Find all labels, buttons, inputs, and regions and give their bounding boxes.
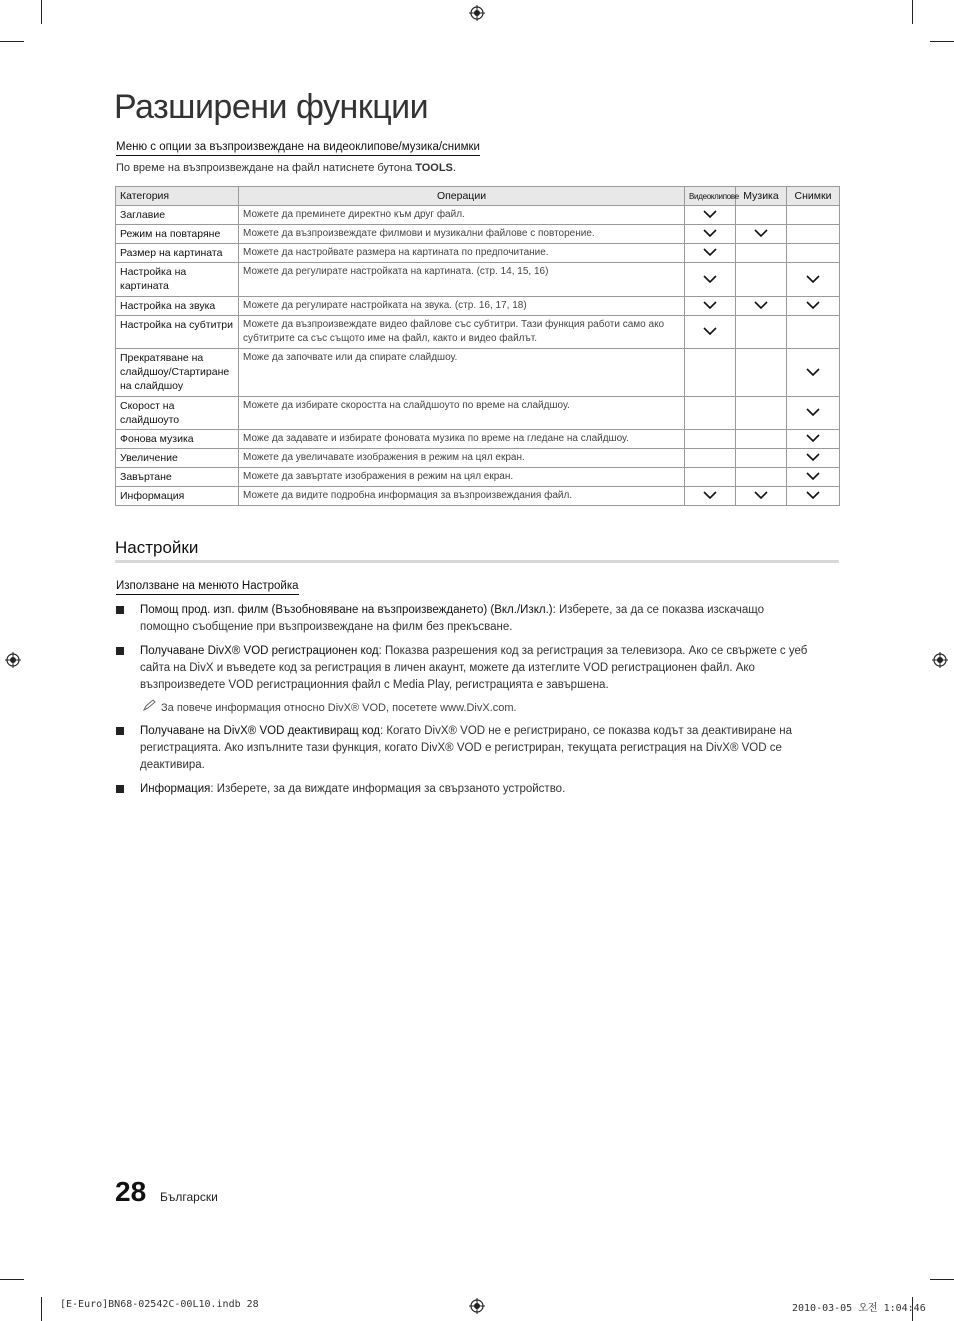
cell-photo <box>787 297 840 316</box>
table-row <box>116 349 840 397</box>
cell-video <box>685 449 736 468</box>
crop-mark <box>41 1297 42 1321</box>
table-row <box>116 487 840 506</box>
crop-mark <box>912 0 913 24</box>
cell-photo <box>787 349 840 397</box>
settings-item-divx-registration <box>116 643 816 694</box>
check-icon <box>754 491 768 499</box>
row-category: Информация <box>116 487 239 506</box>
check-icon <box>806 491 820 499</box>
bullet-square-icon <box>116 647 124 655</box>
cell-photo <box>787 430 840 449</box>
header-category: Категория <box>116 187 239 206</box>
row-category: Завъртане <box>116 468 239 487</box>
cell-video <box>685 297 736 316</box>
check-icon <box>806 275 820 283</box>
cell-music <box>736 225 787 244</box>
note-prefix: По време на възпроизвеждане на файл натиснете бутона <box>116 162 416 174</box>
cell-photo <box>787 316 840 349</box>
cell-music <box>736 487 787 506</box>
row-operation: Може да започвате или да спирате слайдшоу. <box>239 349 685 397</box>
table-section-note <box>116 162 456 174</box>
cell-music <box>736 397 787 430</box>
settings-heading: Настройки <box>115 538 199 557</box>
settings-item-playback-help <box>116 602 816 636</box>
table-section-heading: Меню с опции за възпроизвеждане на видеоклипове/музика/снимки <box>116 141 480 156</box>
bullet-square-icon <box>116 785 124 793</box>
page-title: Разширени функции <box>114 88 429 126</box>
crop-mark <box>930 41 954 42</box>
row-operation: Може да задавате и избирате фоновата музика по време на гледане на слайдшоу. <box>239 430 685 449</box>
cell-music <box>736 468 787 487</box>
cell-photo <box>787 244 840 263</box>
row-operation: Можете да настройвате размера на картината по предпочитание. <box>239 244 685 263</box>
check-icon <box>806 434 820 442</box>
settings-subheading: Използване на менюто Настройка <box>116 580 299 595</box>
row-category: Скорост на слайдшоуто <box>116 397 239 430</box>
check-icon <box>754 301 768 309</box>
cell-photo <box>787 263 840 297</box>
settings-item-information <box>116 781 816 798</box>
pencil-note-icon <box>143 699 161 714</box>
check-icon <box>806 368 820 376</box>
row-category: Режим на повтаряне <box>116 225 239 244</box>
registration-mark-icon <box>469 1298 485 1314</box>
table-header-row <box>116 187 840 206</box>
table-row <box>116 468 840 487</box>
cell-music <box>736 263 787 297</box>
cell-video <box>685 430 736 449</box>
crop-mark <box>41 0 42 24</box>
check-icon <box>703 301 717 309</box>
note-text: За повече информация относно DivX® VOD, посетете www.DivX.com. <box>161 702 517 714</box>
table-row <box>116 297 840 316</box>
check-icon <box>703 229 717 237</box>
row-operation: Можете да регулирате настройката на картината. (стр. 14, 15, 16) <box>239 263 685 297</box>
page-number: 28 <box>115 1176 147 1207</box>
header-video: Видеоклипове <box>685 187 736 206</box>
row-category: Настройка на звука <box>116 297 239 316</box>
cell-music <box>736 297 787 316</box>
row-operation: Можете да регулирате настройката на звука. (стр. 16, 17, 18) <box>239 297 685 316</box>
row-operation: Можете да възпроизвеждате филмови и музикални файлове с повторение. <box>239 225 685 244</box>
table-row <box>116 430 840 449</box>
row-category: Заглавие <box>116 206 239 225</box>
cell-music <box>736 206 787 225</box>
table-row <box>116 244 840 263</box>
registration-mark-icon <box>5 652 21 668</box>
settings-item-divx-deactivation <box>116 723 816 774</box>
cell-photo <box>787 487 840 506</box>
cell-photo <box>787 206 840 225</box>
check-icon <box>703 210 717 218</box>
item-text: : Показва разрешения код за регистрация за телевизора. Ако се свържете с уеб сайта на DivX и въведете код за регистрация в личен акаунт, можете да изтеглите VOD регистрационен файл. Ако възпроизведете VOD регистрационния файл с Media Play, регистрацията е завършена. <box>140 645 808 691</box>
table-row <box>116 449 840 468</box>
cell-video <box>685 487 736 506</box>
item-label: Помощ прод. изп. филм (Възобновяване на възпроизвеждането) (Вкл./Изкл.) <box>140 604 553 616</box>
registration-mark-icon <box>469 5 485 21</box>
check-icon <box>703 248 717 256</box>
row-category: Настройка на картината <box>116 263 239 297</box>
cell-photo <box>787 449 840 468</box>
cell-video <box>685 244 736 263</box>
cell-music <box>736 349 787 397</box>
item-label: Получаване на DivX® VOD деактивиращ код <box>140 725 380 737</box>
cell-video <box>685 263 736 297</box>
item-text: : Изберете, за да се показва изскачащо помощно съобщение при възпроизвеждане на филм без прекъсване. <box>140 604 764 633</box>
check-icon <box>806 453 820 461</box>
check-icon <box>703 327 717 335</box>
cell-video <box>685 225 736 244</box>
table-row <box>116 206 840 225</box>
divx-note <box>143 699 517 714</box>
table-row <box>116 397 840 430</box>
item-label: Информация <box>140 783 211 795</box>
row-operation: Можете да увеличавате изображения в режим на цял екран. <box>239 449 685 468</box>
row-category: Прекратяване на слайдшоу/Стартиране на слайдшоу <box>116 349 239 397</box>
cell-music <box>736 430 787 449</box>
page-language: Български <box>160 1190 218 1204</box>
crop-mark <box>930 1279 954 1280</box>
crop-mark <box>0 41 24 42</box>
row-category: Настройка на субтитри <box>116 316 239 349</box>
row-category: Увеличение <box>116 449 239 468</box>
check-icon <box>806 472 820 480</box>
row-operation: Можете да избирате скоростта на слайдшоуто по време на слайдшоу. <box>239 397 685 430</box>
row-operation: Можете да преминете директно към друг файл. <box>239 206 685 225</box>
header-operations: Операции <box>239 187 685 206</box>
table-row <box>116 316 840 349</box>
header-photo: Снимки <box>787 187 840 206</box>
table-body <box>116 206 840 506</box>
header-music: Музика <box>736 187 787 206</box>
row-operation: Можете да видите подробна информация за възпроизвеждания файл. <box>239 487 685 506</box>
cell-photo <box>787 468 840 487</box>
cell-photo <box>787 225 840 244</box>
check-icon <box>703 275 717 283</box>
cell-video <box>685 468 736 487</box>
note-suffix: . <box>452 162 456 174</box>
row-category: Фонова музика <box>116 430 239 449</box>
row-operation: Можете да възпроизвеждате видео файлове със субтитри. Тази функция работи само ако субтитрите са със същото име на файл, както и видео файлът. <box>239 316 685 349</box>
cell-video <box>685 349 736 397</box>
row-operation: Можете да завъртате изображения в режим на цял екран. <box>239 468 685 487</box>
options-table <box>115 186 840 506</box>
footer-file-name: [E-Euro]BN68-02542C-00L10.indb 28 <box>60 1299 259 1310</box>
table-row <box>116 225 840 244</box>
table-row <box>116 263 840 297</box>
check-icon <box>703 491 717 499</box>
item-label: Получаване DivX® VOD регистрационен код <box>140 645 379 657</box>
cell-music <box>736 244 787 263</box>
registration-mark-icon <box>932 652 948 668</box>
check-icon <box>754 229 768 237</box>
crop-mark <box>0 1279 24 1280</box>
cell-music <box>736 316 787 349</box>
check-icon <box>806 301 820 309</box>
bullet-square-icon <box>116 727 124 735</box>
item-text: : Изберете, за да виждате информация за свързаното устройство. <box>210 783 566 795</box>
item-text: : Когато DivX® VOD не е регистрирано, се показва кодът за деактивиране на регистрацията. Ако изпълните тази функция, когато DivX® VOD е регистриран, текущата регистрация на DivX® VOD се деактивира. <box>140 725 793 771</box>
cell-video <box>685 316 736 349</box>
cell-photo <box>787 397 840 430</box>
check-icon <box>806 408 820 416</box>
section-divider <box>115 560 839 563</box>
cell-music <box>736 449 787 468</box>
footer-timestamp: 2010-03-05 오전 1:04:46 <box>792 1303 926 1314</box>
bullet-square-icon <box>116 606 124 614</box>
tools-key: TOOLS <box>415 162 453 174</box>
cell-video <box>685 206 736 225</box>
row-category: Размер на картината <box>116 244 239 263</box>
cell-video <box>685 397 736 430</box>
